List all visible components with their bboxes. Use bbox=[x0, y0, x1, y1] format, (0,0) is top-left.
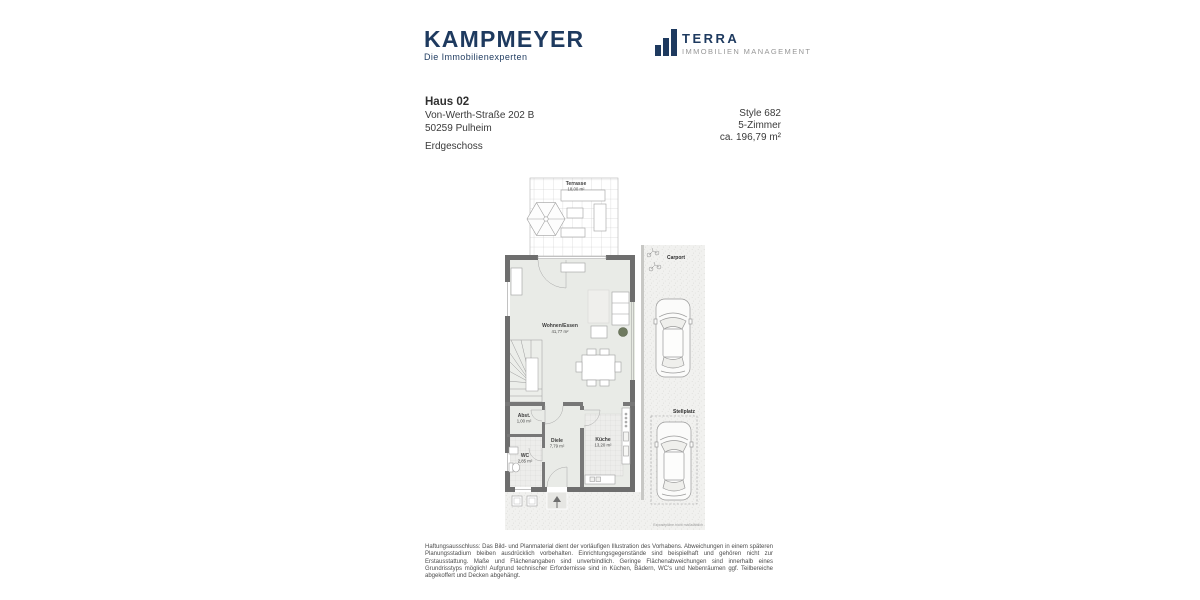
storage-label: Abst. bbox=[517, 413, 531, 419]
staircase bbox=[507, 340, 542, 402]
living-area-label: 41,77 m² bbox=[551, 329, 569, 334]
stellplatz-label: Stellplatz bbox=[673, 409, 695, 415]
living-label: Wohnen/Essen bbox=[542, 323, 578, 329]
details-block bbox=[720, 108, 781, 145]
kampmeyer-tagline: Die Immobilienexperten bbox=[424, 52, 528, 62]
carport-car bbox=[654, 299, 692, 377]
floor-plan bbox=[505, 170, 705, 530]
terra-bars-icon bbox=[655, 29, 677, 56]
kitchen-area-label: 13,20 m² bbox=[594, 442, 612, 448]
legal-disclaimer: Haftungsausschluss: Das Bild- und Planmaterial dient der vorläufigen Illustration des Vorhabens. Abweichungen in einem späteren Planungsstadium bleiben ausdrücklich vorbehalten. Einrichtungsgegenstände sind beispielhaft und gehören nicht zur Erstausstattung. Maße und Flächenangaben sind unverbindlich. Geringe Flächenabweichungen sind innerhalb eines Grundrisstyps möglich! Aufgrund technischer Erfordernisse sind in Küchen, Bädern, WC's und Nebenräumen ggf. Teilbereiche abgekoffert und Decken abgehängt. bbox=[425, 544, 773, 580]
terrace bbox=[527, 178, 618, 256]
terrace-label: Terrasse bbox=[565, 181, 587, 187]
floor-plan-drawing bbox=[505, 170, 705, 530]
floor-label: Erdgeschoss bbox=[425, 141, 483, 152]
title-block bbox=[425, 96, 534, 135]
terra-wordmark: TERRA bbox=[682, 31, 740, 46]
terra-tagline: IMMOBILIEN MANAGEMENT bbox=[682, 47, 812, 56]
wc-label: WC bbox=[520, 453, 530, 459]
carport-label: Carport bbox=[666, 255, 686, 261]
kampmeyer-logo bbox=[424, 28, 584, 62]
address-street: Von-Werth-Straße 202 B bbox=[425, 110, 535, 121]
living-area: ca. 196,79 m² bbox=[719, 132, 781, 144]
plan-scale-note: Exposépläne nicht maßstäblich bbox=[653, 523, 703, 527]
hall-area-label: 7,79 m² bbox=[549, 443, 565, 449]
address-city: 50259 Pulheim bbox=[425, 122, 492, 134]
kitchen-label: Küche bbox=[595, 437, 611, 443]
wc-area-label: 2,85 m² bbox=[517, 458, 533, 464]
stellplatz-car bbox=[655, 422, 693, 500]
hall-label: Diele bbox=[551, 438, 563, 444]
terrace-area: 18,00 m² bbox=[567, 186, 585, 192]
style-number: Style 682 bbox=[739, 108, 781, 119]
kampmeyer-wordmark: KAMPMEYER bbox=[424, 26, 585, 52]
room-count: 5-Zimmer bbox=[738, 120, 781, 132]
page-title: Haus 02 bbox=[425, 96, 470, 108]
storage-area-label: 1,00 m² bbox=[516, 418, 532, 424]
terra-logo bbox=[655, 29, 811, 56]
